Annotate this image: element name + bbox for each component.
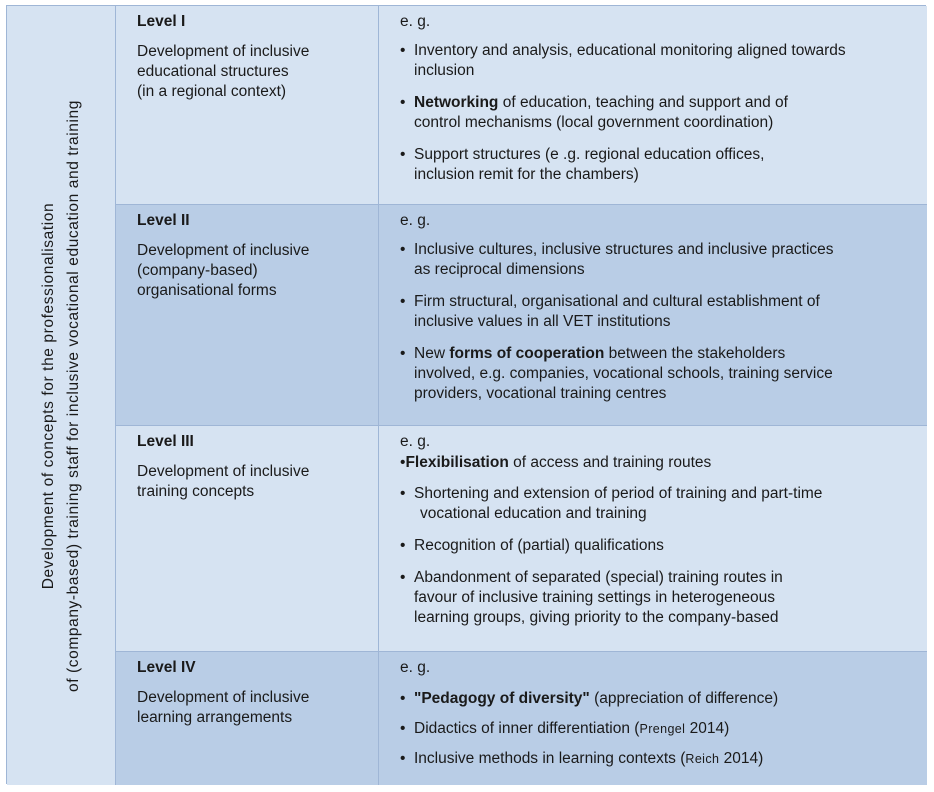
- item-line: Abandonment of separated (special) training routes in: [414, 569, 783, 586]
- item-bold: Flexibilisation: [405, 454, 509, 471]
- list-item: [400, 749, 917, 769]
- item-text: of education, teaching and support and of: [498, 94, 788, 111]
- desc-line: training concepts: [137, 483, 255, 500]
- bullet-icon: •: [400, 569, 406, 586]
- citation-author: Reich: [685, 752, 720, 766]
- level-title: Level II: [137, 212, 190, 229]
- level-description: [137, 462, 368, 502]
- eg-label: e. g.: [400, 659, 431, 676]
- bullet-icon: •: [400, 537, 406, 554]
- eg-label: e. g.: [400, 13, 431, 30]
- level-4-cell: [116, 652, 379, 785]
- level-title: Level I: [137, 13, 186, 30]
- item-bold: Networking: [414, 94, 499, 111]
- side-label-line-1: Development of concepts for the professionalisation: [40, 202, 57, 589]
- bullet-icon: •: [400, 293, 406, 310]
- bullet-icon: •: [400, 42, 406, 59]
- item-line: involved, e.g. companies, vocational schools, training service: [414, 365, 833, 382]
- item-text: Didactics of inner differentiation (: [414, 720, 640, 737]
- level-1-examples: [379, 6, 927, 205]
- list-item: [400, 568, 917, 628]
- desc-line: educational structures: [137, 63, 289, 80]
- bullet-icon: •: [400, 690, 406, 707]
- item-bold: forms of cooperation: [449, 345, 605, 362]
- desc-line: Development of inclusive: [137, 242, 310, 259]
- item-line: as reciprocal dimensions: [414, 261, 585, 278]
- item-line: vocational education and training: [420, 505, 647, 522]
- item-text: of access and training routes: [508, 454, 712, 471]
- desc-line: Development of inclusive: [137, 463, 310, 480]
- list-item: [400, 484, 917, 524]
- item-line: [414, 719, 729, 739]
- list-item: [400, 719, 917, 739]
- bullet-icon: •: [400, 94, 406, 111]
- desc-line: Development of inclusive: [137, 689, 310, 706]
- list-item: [400, 145, 917, 185]
- desc-line: (in a regional context): [137, 83, 287, 100]
- level-2-examples: [379, 205, 927, 426]
- concept-table: [6, 5, 926, 784]
- item-text: Inclusive methods in learning contexts (: [414, 750, 686, 767]
- list-item: [400, 93, 917, 133]
- item-line: Support structures (e .g. regional education offices,: [414, 146, 765, 163]
- side-label: [36, 36, 86, 756]
- list-item: [400, 536, 917, 556]
- level-description: [137, 241, 368, 301]
- item-line: providers, vocational training centres: [414, 385, 667, 402]
- item-line: control mechanisms (local government coordination): [414, 114, 774, 131]
- level-title: Level III: [137, 433, 194, 450]
- eg-label: e. g.: [400, 212, 431, 229]
- item-line: Recognition of (partial) qualifications: [414, 537, 664, 554]
- list-item: [400, 41, 917, 81]
- desc-line: learning arrangements: [137, 709, 293, 726]
- citation-author: Prengel: [639, 722, 686, 736]
- list-item: [400, 453, 917, 473]
- level-4-examples: [379, 652, 927, 785]
- item-text: (appreciation of difference): [589, 690, 779, 707]
- side-label-line-2: of (company-based) training staff for inclusive vocational education and training: [65, 99, 82, 692]
- level-1-cell: [116, 6, 379, 205]
- item-line: [414, 689, 778, 709]
- item-line: favour of inclusive training settings in heterogeneous: [414, 589, 776, 606]
- desc-line: organisational forms: [137, 282, 277, 299]
- item-line: inclusive values in all VET institutions: [414, 313, 671, 330]
- bullet-icon: •: [400, 146, 406, 163]
- level-3-examples: [379, 426, 927, 652]
- item-text: 2014): [719, 750, 764, 767]
- list-item: [400, 292, 917, 332]
- item-bold: "Pedagogy of diversity": [414, 690, 590, 707]
- eg-label: e. g.: [400, 433, 431, 450]
- side-label-cell: [7, 6, 116, 785]
- level-title: Level IV: [137, 659, 196, 676]
- bullet-icon: •: [400, 485, 406, 502]
- bullet-icon: •: [400, 750, 406, 767]
- desc-line: (company-based): [137, 262, 258, 279]
- item-line: Firm structural, organisational and cultural establishment of: [414, 293, 820, 310]
- item-line: learning groups, giving priority to the company-based: [414, 609, 779, 626]
- level-description: [137, 688, 368, 728]
- bullet-icon: •: [400, 345, 406, 362]
- item-line: Shortening and extension of period of training and part-time: [414, 485, 823, 502]
- list-item: [400, 689, 917, 709]
- level-2-cell: [116, 205, 379, 426]
- item-line: [414, 93, 788, 113]
- bullet-icon: •: [400, 241, 406, 258]
- item-line: Inclusive cultures, inclusive structures and inclusive practices: [414, 241, 834, 258]
- item-text: 2014): [685, 720, 730, 737]
- bullet-icon: •: [400, 454, 406, 471]
- item-line: inclusion remit for the chambers): [414, 166, 639, 183]
- item-line: [400, 453, 711, 473]
- list-item: [400, 344, 917, 404]
- bullet-icon: •: [400, 720, 406, 737]
- item-line: [414, 749, 763, 769]
- desc-line: Development of inclusive: [137, 43, 310, 60]
- item-line: [414, 344, 833, 364]
- item-line: inclusion: [414, 62, 475, 79]
- item-line: Inventory and analysis, educational monitoring aligned towards: [414, 42, 846, 59]
- level-description: [137, 42, 368, 102]
- list-item: [400, 240, 917, 280]
- item-text: between the stakeholders: [604, 345, 786, 362]
- level-3-cell: [116, 426, 379, 652]
- item-text: New: [414, 345, 450, 362]
